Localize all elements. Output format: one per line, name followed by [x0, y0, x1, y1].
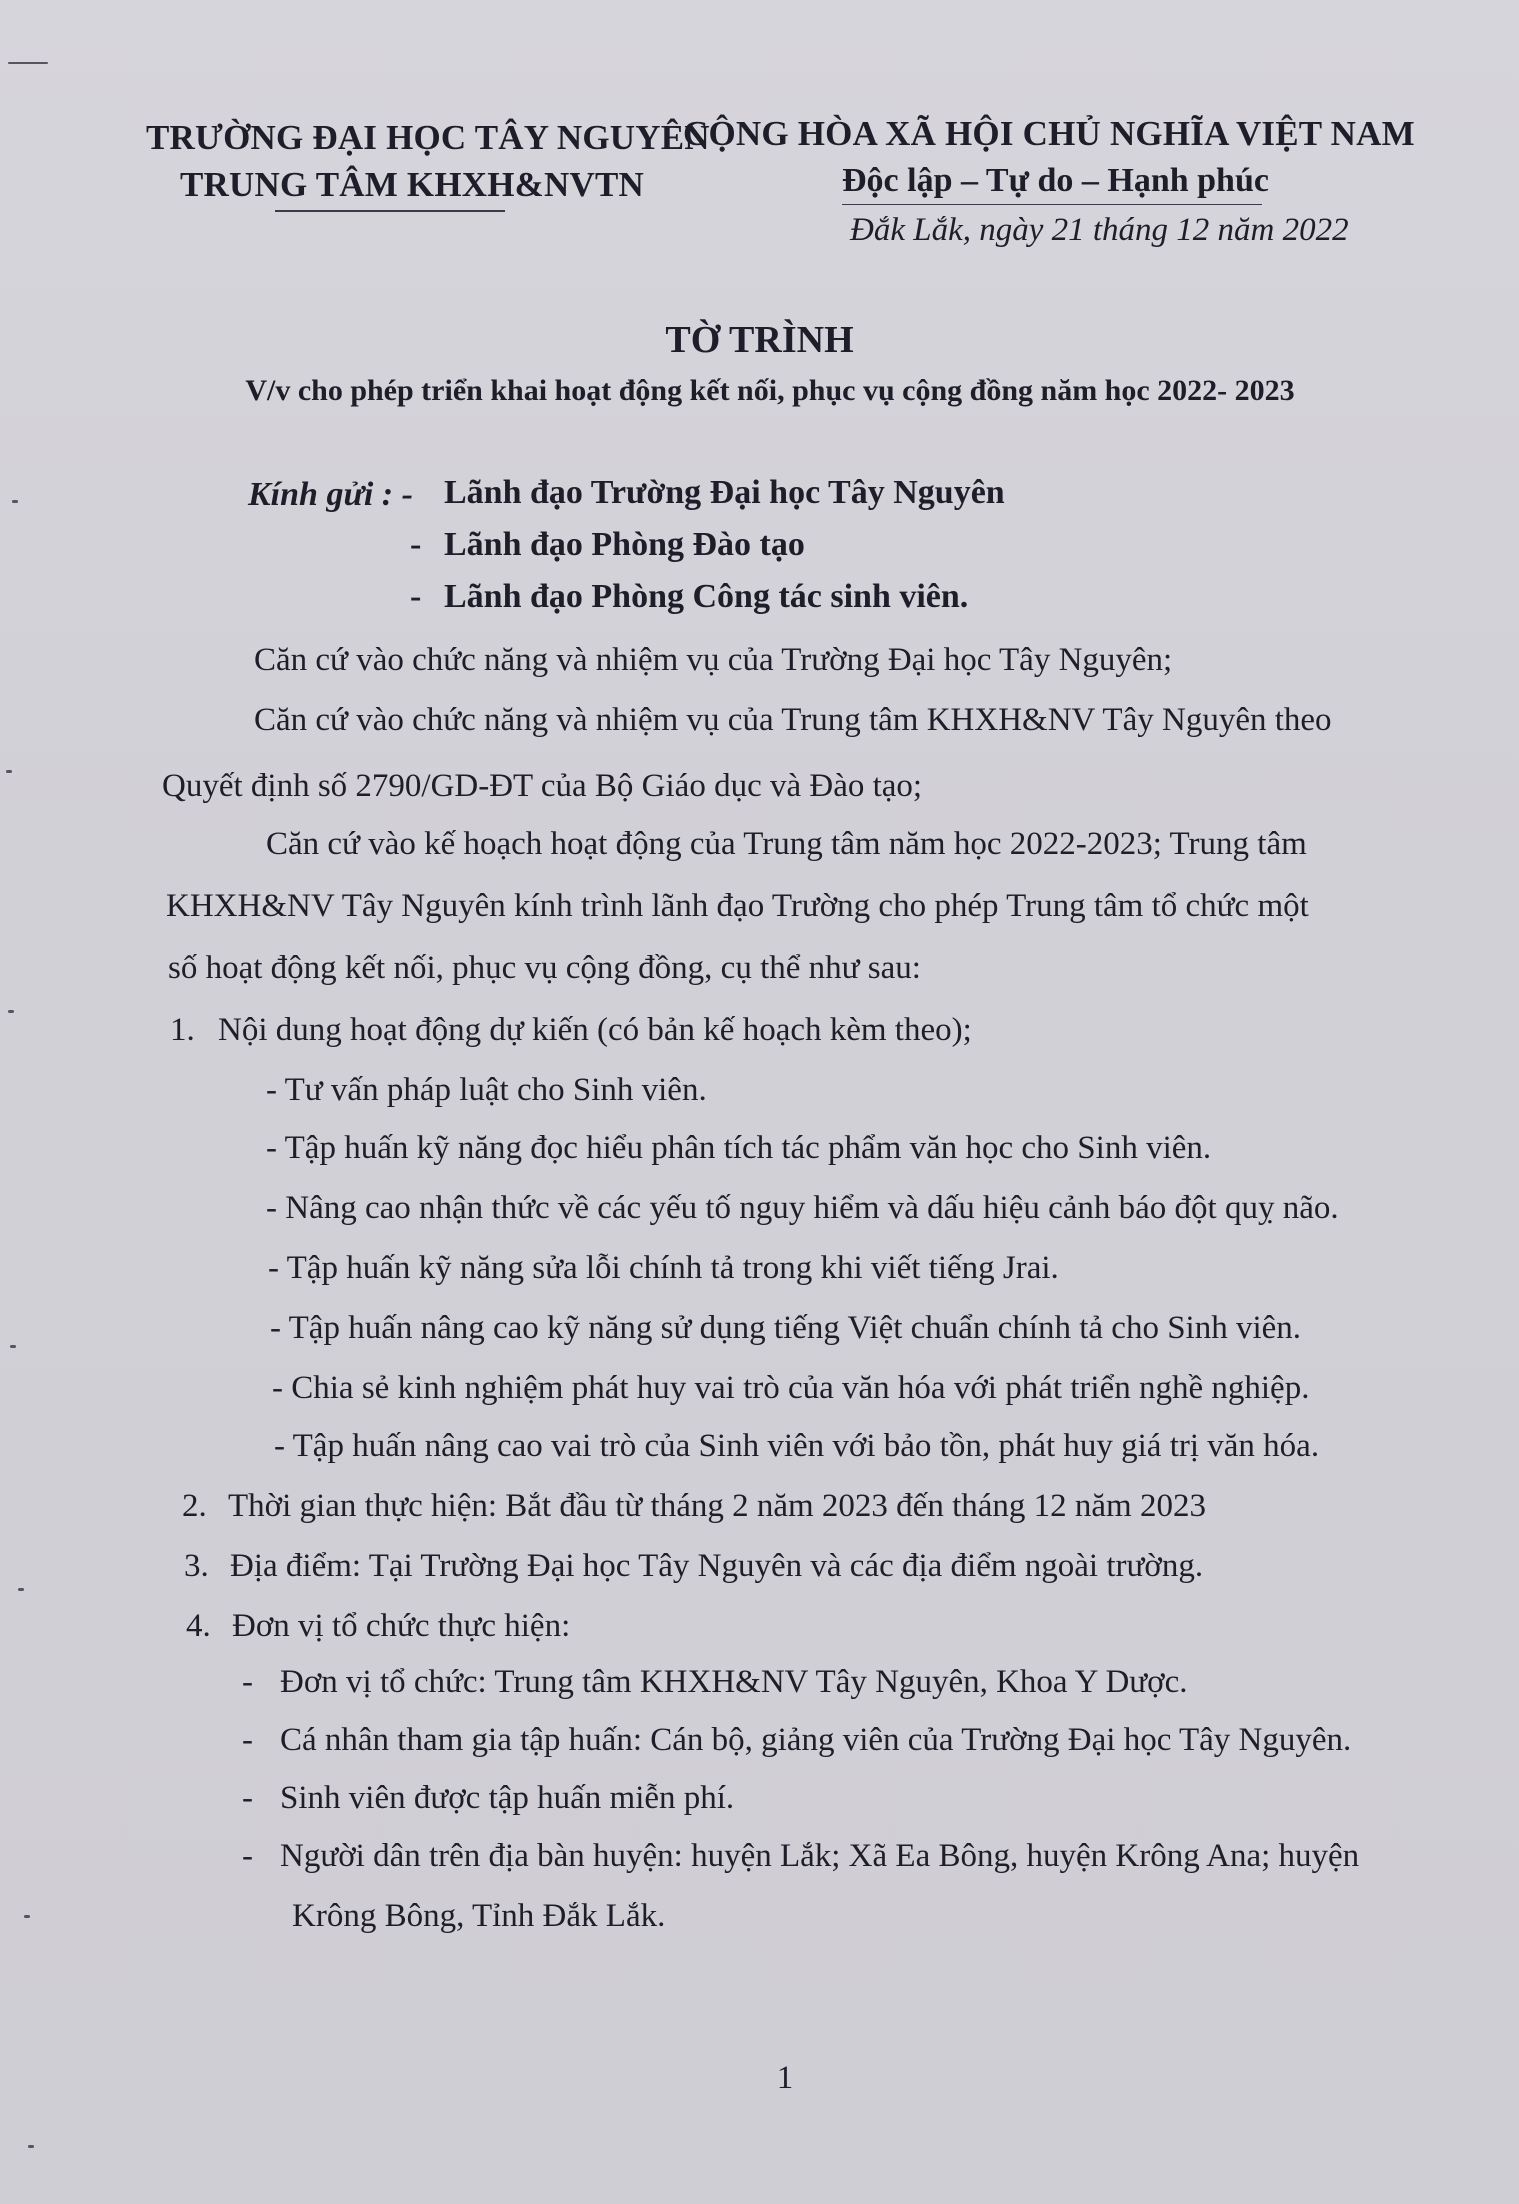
recipients-label: Kính gửi : - — [248, 476, 413, 513]
header-left-underline — [275, 210, 505, 212]
recipient-3: Lãnh đạo Phòng Công tác sinh viên. — [444, 578, 969, 615]
document-subject: V/v cho phép triển khai hoạt động kết nối, phục vụ cộng đồng năm học 2022- 2023 — [245, 374, 1295, 407]
national-motto: Độc lập – Tự do – Hạnh phúc — [842, 162, 1269, 199]
activity-item: - Tập huấn kỹ năng đọc hiểu phân tích tác phẩm văn học cho Sinh viên. — [266, 1130, 1212, 1166]
basis-paragraph-1: Căn cứ vào chức năng và nhiệm vụ của Trường Đại học Tây Nguyên; — [254, 642, 1173, 678]
organizer-item: Đơn vị tổ chức: Trung tâm KHXH&NV Tây Nguyên, Khoa Y Dược. — [280, 1664, 1188, 1700]
activity-item: - Tập huấn nâng cao kỹ năng sử dụng tiếng Việt chuẩn chính tả cho Sinh viên. — [270, 1310, 1302, 1346]
section-4-heading: Đơn vị tổ chức thực hiện: — [232, 1608, 571, 1644]
section-2-number: 2. — [182, 1488, 207, 1524]
center-name: TRUNG TÂM KHXH&NVTN — [180, 165, 644, 204]
document-title: TỜ TRÌNH — [665, 319, 854, 361]
list-bullet: - — [242, 1838, 253, 1874]
basis-paragraph-3-line-3: số hoạt động kết nối, phục vụ cộng đồng, cụ thể như sau: — [168, 950, 921, 986]
recipient-bullet: - — [410, 526, 422, 563]
university-name: TRƯỜNG ĐẠI HỌC TÂY NGUYÊN — [146, 118, 710, 157]
section-1-number: 1. — [170, 1012, 195, 1048]
recipient-1: Lãnh đạo Trường Đại học Tây Nguyên — [444, 474, 1005, 511]
scan-mark — [10, 1345, 16, 1348]
list-bullet: - — [242, 1722, 253, 1758]
section-1-heading: Nội dung hoạt động dự kiến (có bản kế hoạch kèm theo); — [218, 1012, 972, 1048]
organizer-item: Cá nhân tham gia tập huấn: Cán bộ, giảng viên của Trường Đại học Tây Nguyên. — [280, 1722, 1352, 1758]
scan-mark — [24, 1915, 30, 1918]
scan-mark — [28, 2145, 34, 2148]
motto-underline — [842, 204, 1262, 205]
scan-mark — [6, 770, 12, 773]
page-number: 1 — [776, 2060, 794, 2096]
section-3-text: Địa điểm: Tại Trường Đại học Tây Nguyên và các địa điểm ngoài trường. — [230, 1548, 1204, 1584]
scan-mark — [8, 1010, 14, 1013]
activity-item: - Tập huấn nâng cao vai trò của Sinh viên với bảo tồn, phát huy giá trị văn hóa. — [274, 1428, 1320, 1464]
activity-item: - Tập huấn kỹ năng sửa lỗi chính tả trong khi viết tiếng Jrai. — [268, 1250, 1059, 1286]
scan-mark — [8, 62, 48, 64]
activity-item: - Chia sẻ kinh nghiệm phát huy vai trò của văn hóa với phát triển nghề nghiệp. — [272, 1370, 1310, 1406]
scan-mark — [12, 500, 18, 503]
section-2-text: Thời gian thực hiện: Bắt đầu từ tháng 2 năm 2023 đến tháng 12 năm 2023 — [228, 1488, 1206, 1524]
list-bullet: - — [242, 1780, 253, 1816]
basis-paragraph-2-line-1: Căn cứ vào chức năng và nhiệm vụ của Trung tâm KHXH&NV Tây Nguyên theo — [254, 702, 1332, 738]
scan-mark — [18, 1588, 24, 1591]
list-bullet: - — [242, 1664, 253, 1700]
recipient-bullet: - — [410, 578, 422, 615]
section-3-number: 3. — [184, 1548, 209, 1584]
basis-paragraph-3-line-2: KHXH&NV Tây Nguyên kính trình lãnh đạo Trường cho phép Trung tâm tổ chức một — [166, 888, 1309, 924]
basis-paragraph-2-line-2: Quyết định số 2790/GD-ĐT của Bộ Giáo dục và Đào tạo; — [162, 768, 923, 804]
country-name: CỘNG HÒA XÃ HỘI CHỦ NGHĨA VIỆT NAM — [683, 114, 1415, 153]
basis-paragraph-3-line-1: Căn cứ vào kế hoạch hoạt động của Trung tâm năm học 2022-2023; Trung tâm — [266, 826, 1307, 862]
section-4-number: 4. — [186, 1608, 211, 1644]
organizer-item: Người dân trên địa bàn huyện: huyện Lắk; Xã Ea Bông, huyện Krông Ana; huyện — [280, 1838, 1360, 1874]
activity-item: - Nâng cao nhận thức về các yếu tố nguy hiểm và dấu hiệu cảnh báo đột quỵ não. — [266, 1190, 1339, 1226]
place-date: Đắk Lắk, ngày 21 tháng 12 năm 2022 — [850, 212, 1349, 248]
organizer-item-continuation: Krông Bông, Tỉnh Đắk Lắk. — [292, 1898, 666, 1934]
recipient-2: Lãnh đạo Phòng Đào tạo — [444, 526, 805, 563]
organizer-item: Sinh viên được tập huấn miễn phí. — [280, 1780, 735, 1816]
activity-item: - Tư vấn pháp luật cho Sinh viên. — [266, 1072, 707, 1108]
